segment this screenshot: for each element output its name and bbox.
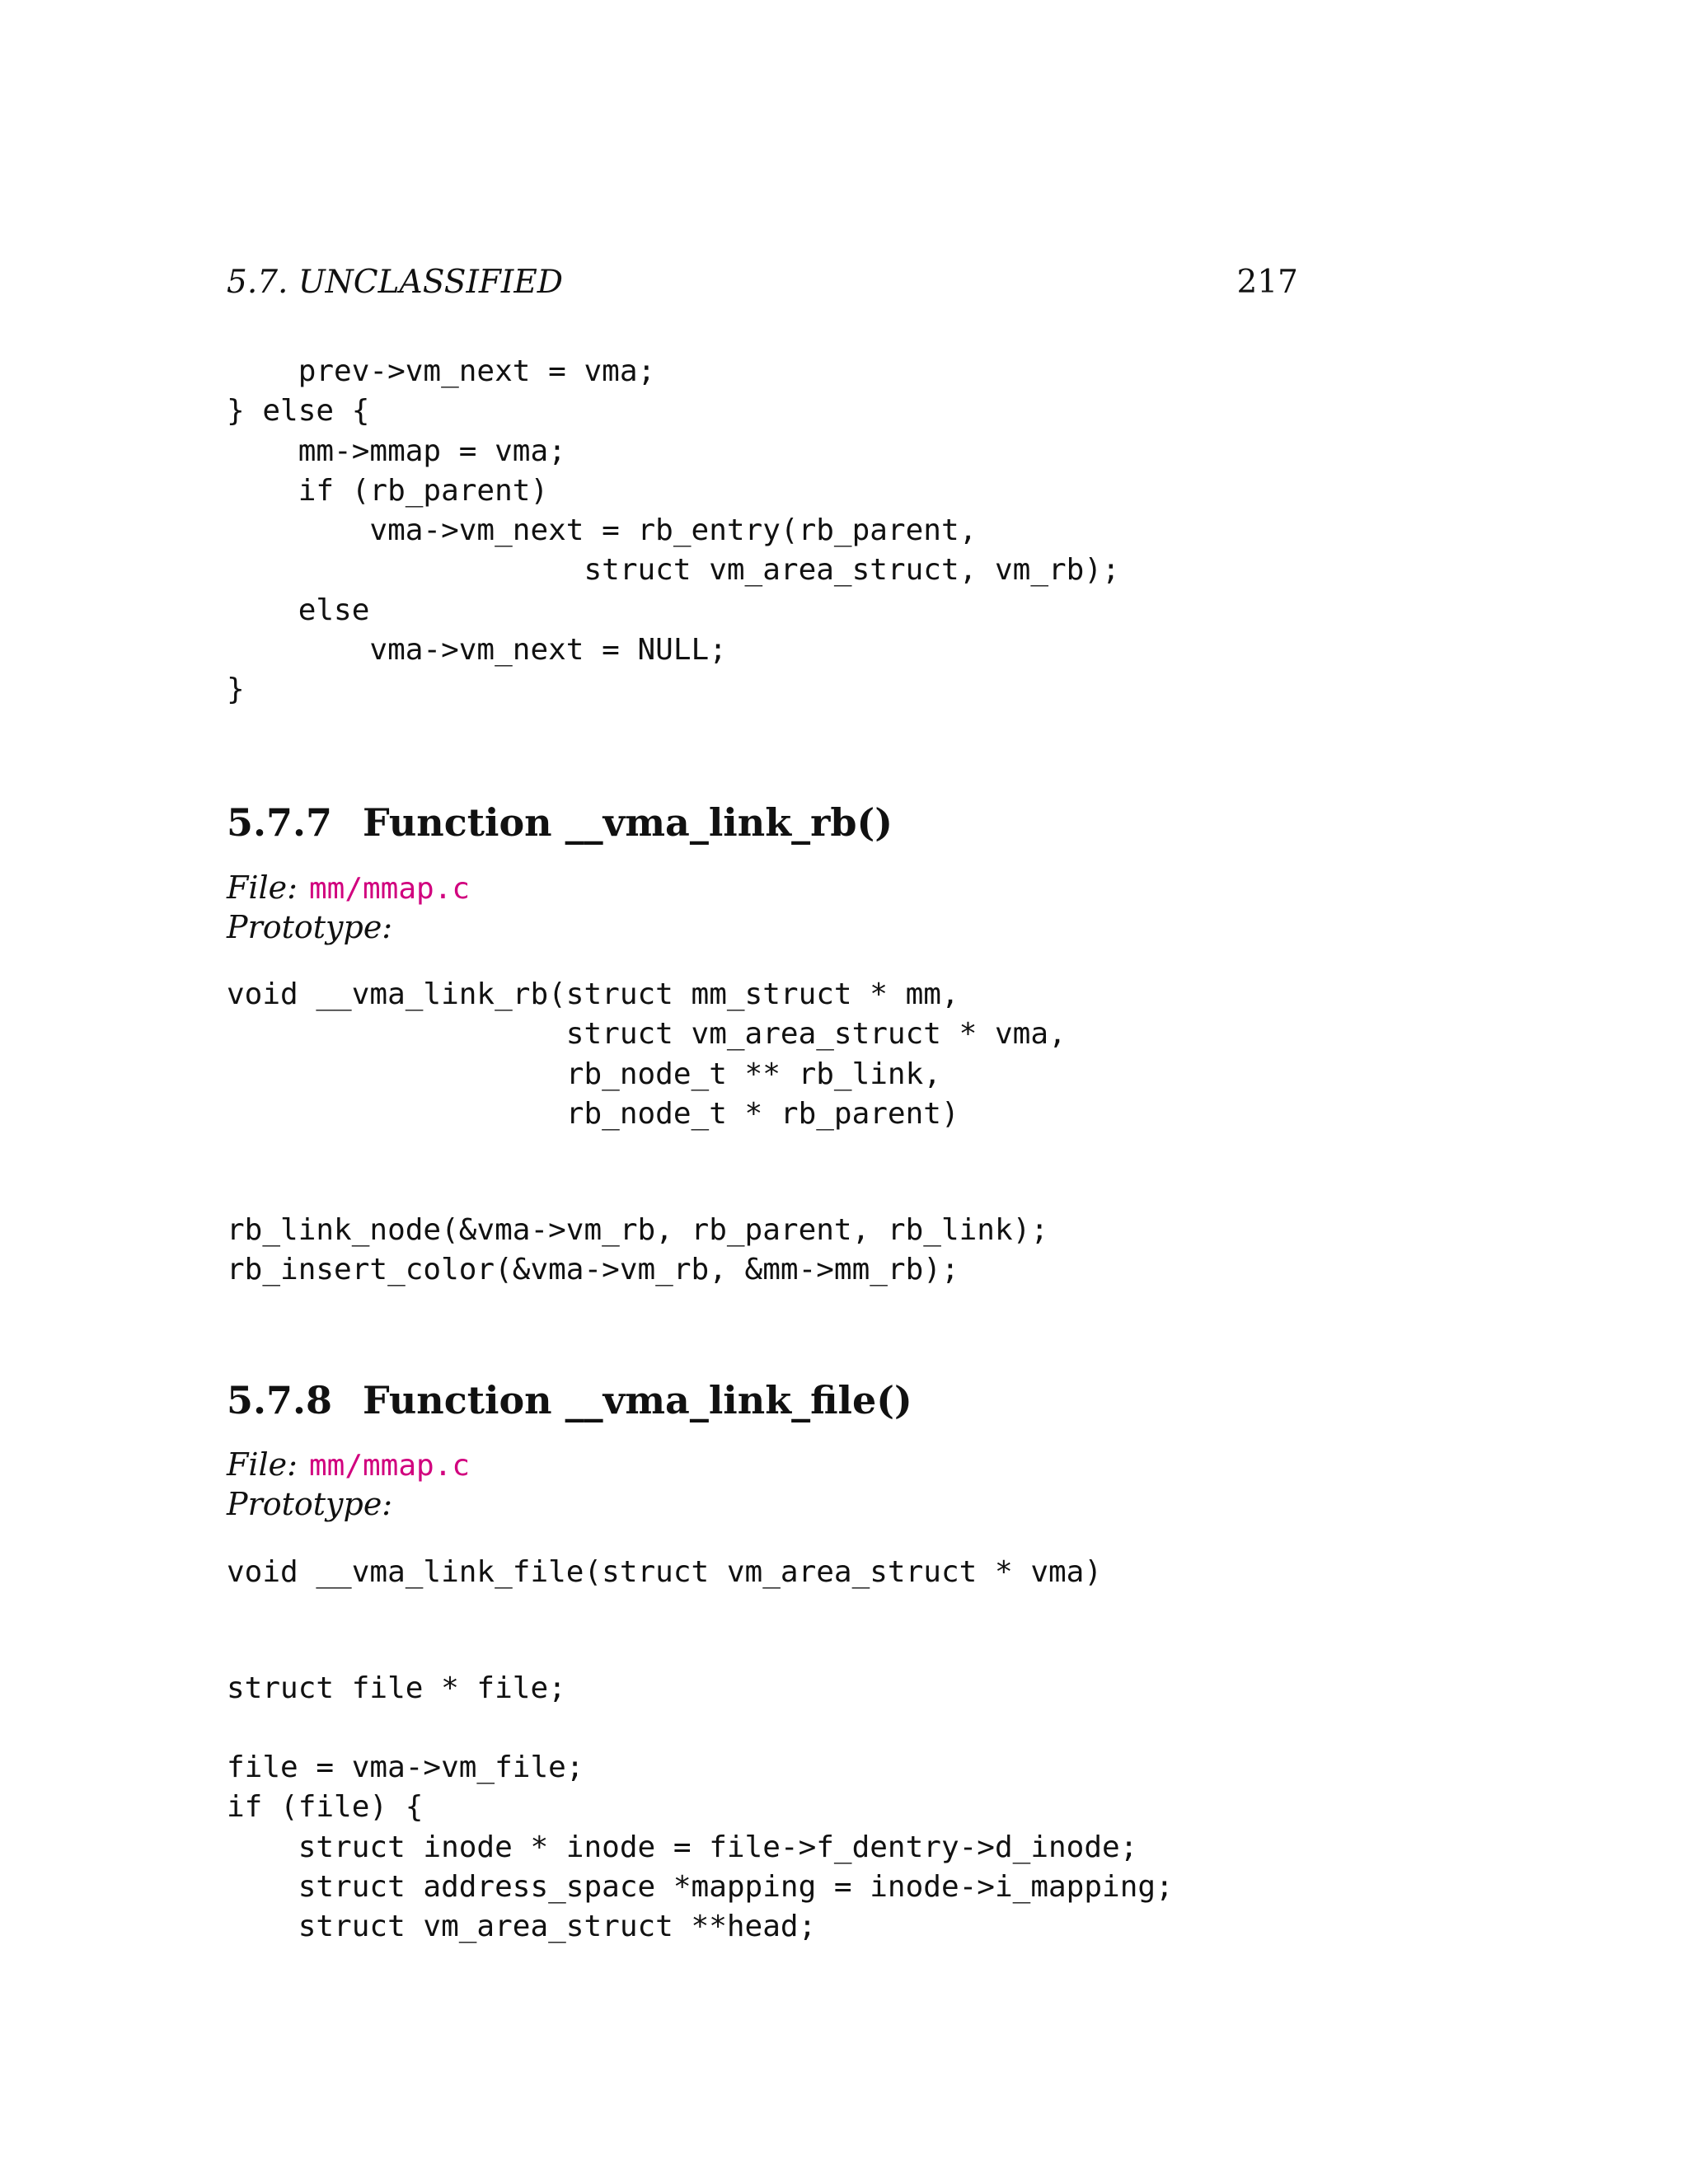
file-line <box>227 1445 470 1486</box>
section-number: 5.7.8 <box>227 1378 333 1422</box>
code-line: rb_link_node(&vma->vm_rb, rb_parent, rb_link); <box>227 1213 1048 1247</box>
code-line: rb_node_t ** rb_link, <box>227 1057 941 1091</box>
code-line: void __vma_link_file(struct vm_area_struct * vma) <box>227 1555 1103 1589</box>
code-block-continuation <box>227 352 1120 710</box>
function-decl-code <box>227 1669 566 1708</box>
function-body-code <box>227 1748 1174 1947</box>
section-title: Function __vma_link_file() <box>363 1378 912 1422</box>
prototype-line <box>227 907 392 947</box>
prototype-label: Prototype: <box>227 909 393 945</box>
function-body-code <box>227 1211 1048 1291</box>
code-line: else <box>227 593 370 627</box>
code-line: vma->vm_next = rb_entry(rb_parent, <box>227 513 978 548</box>
code-line: rb_node_t * rb_parent) <box>227 1096 959 1131</box>
code-line: if (rb_parent) <box>227 473 549 508</box>
code-line: struct vm_area_struct, vm_rb); <box>227 553 1120 588</box>
prototype-code <box>227 975 1067 1134</box>
code-line: void __vma_link_rb(struct mm_struct * mm, <box>227 977 959 1011</box>
code-line: struct file * file; <box>227 1671 566 1705</box>
prototype-line <box>227 1484 392 1524</box>
running-header-section: 5.7. UNCLASSIFIED <box>227 264 564 301</box>
running-header <box>227 262 1298 303</box>
section-heading-5-7-7 <box>227 798 893 847</box>
file-line <box>227 868 470 909</box>
code-line: struct inode * inode = file->f_dentry->d_inode; <box>227 1830 1138 1864</box>
file-path-link[interactable]: mm/mmap.c <box>308 1449 471 1483</box>
code-line: mm->mmap = vma; <box>227 434 566 468</box>
code-line: if (file) { <box>227 1790 424 1825</box>
code-line: struct address_space *mapping = inode->i_mapping; <box>227 1869 1174 1904</box>
code-line: vma->vm_next = NULL; <box>227 633 727 668</box>
code-line: rb_insert_color(&vma->vm_rb, &mm->mm_rb); <box>227 1253 959 1287</box>
code-line: } else { <box>227 394 370 429</box>
section-title: Function __vma_link_rb() <box>363 800 893 845</box>
page-number: 217 <box>1236 264 1298 301</box>
section-number: 5.7.7 <box>227 800 333 845</box>
prototype-label: Prototype: <box>227 1486 393 1522</box>
code-line: struct vm_area_struct * vma, <box>227 1017 1067 1052</box>
code-line: prev->vm_next = vma; <box>227 354 656 388</box>
file-label: File: <box>227 869 298 906</box>
prototype-code <box>227 1553 1102 1592</box>
file-label: File: <box>227 1446 298 1483</box>
code-line: file = vma->vm_file; <box>227 1750 584 1784</box>
file-path-link[interactable]: mm/mmap.c <box>308 872 471 906</box>
code-line: } <box>227 673 245 707</box>
code-line: struct vm_area_struct **head; <box>227 1910 817 1944</box>
section-heading-5-7-8 <box>227 1376 912 1425</box>
